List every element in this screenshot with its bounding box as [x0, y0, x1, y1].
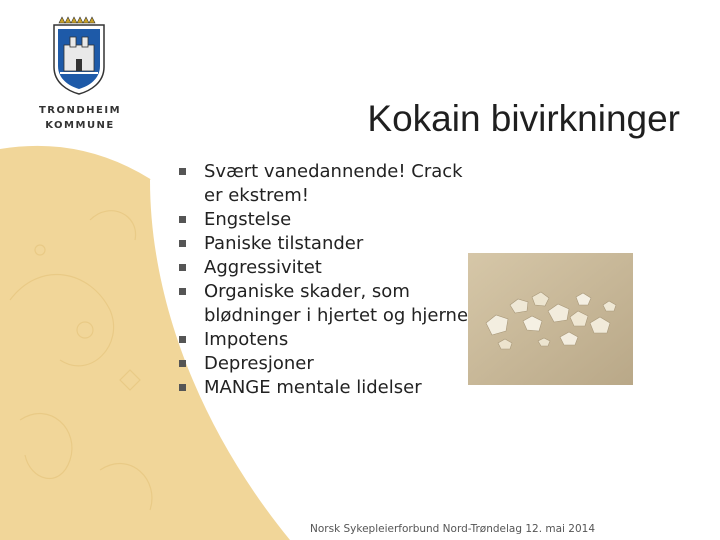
bullet-item — [176, 328, 476, 352]
bullet-text: Paniske tilstander — [204, 233, 364, 254]
bullet-item — [176, 232, 476, 256]
bullet-item — [176, 280, 476, 328]
square-bullet-icon — [179, 384, 186, 391]
slide-title: Kokain bivirkninger — [367, 98, 680, 139]
trondheim-logo — [30, 15, 130, 135]
bullet-text: Svært vanedannende! Crack er ekstrem! — [204, 161, 463, 206]
bullet-text: MANGE mentale lidelser — [204, 377, 422, 398]
city-coat-of-arms-icon — [50, 15, 108, 95]
square-bullet-icon — [179, 216, 186, 223]
square-bullet-icon — [179, 168, 186, 175]
bullet-list — [176, 160, 476, 400]
square-bullet-icon — [179, 336, 186, 343]
cocaine-rocks-photo — [468, 253, 633, 385]
footer-text: Norsk Sykepleierforbund Nord-Trøndelag 12. mai 2014 — [310, 523, 596, 535]
square-bullet-icon — [179, 288, 186, 295]
bullet-text: Depresjoner — [204, 353, 314, 374]
bullet-text: Organiske skader, som blødninger i hjertet og hjerne — [204, 281, 469, 326]
bullet-item — [176, 208, 476, 232]
logo-line-1: TRONDHEIM — [38, 105, 122, 116]
square-bullet-icon — [179, 240, 186, 247]
bullet-item — [176, 160, 476, 208]
logo-line-2: KOMMUNE — [45, 120, 115, 131]
logo-text — [30, 103, 130, 133]
bullet-text: Aggressivitet — [204, 257, 322, 278]
bullet-item — [176, 256, 476, 280]
bullet-item — [176, 376, 476, 400]
bullet-item — [176, 352, 476, 376]
square-bullet-icon — [179, 360, 186, 367]
bullet-text: Engstelse — [204, 209, 292, 230]
bullet-text: Impotens — [204, 329, 289, 350]
square-bullet-icon — [179, 264, 186, 271]
